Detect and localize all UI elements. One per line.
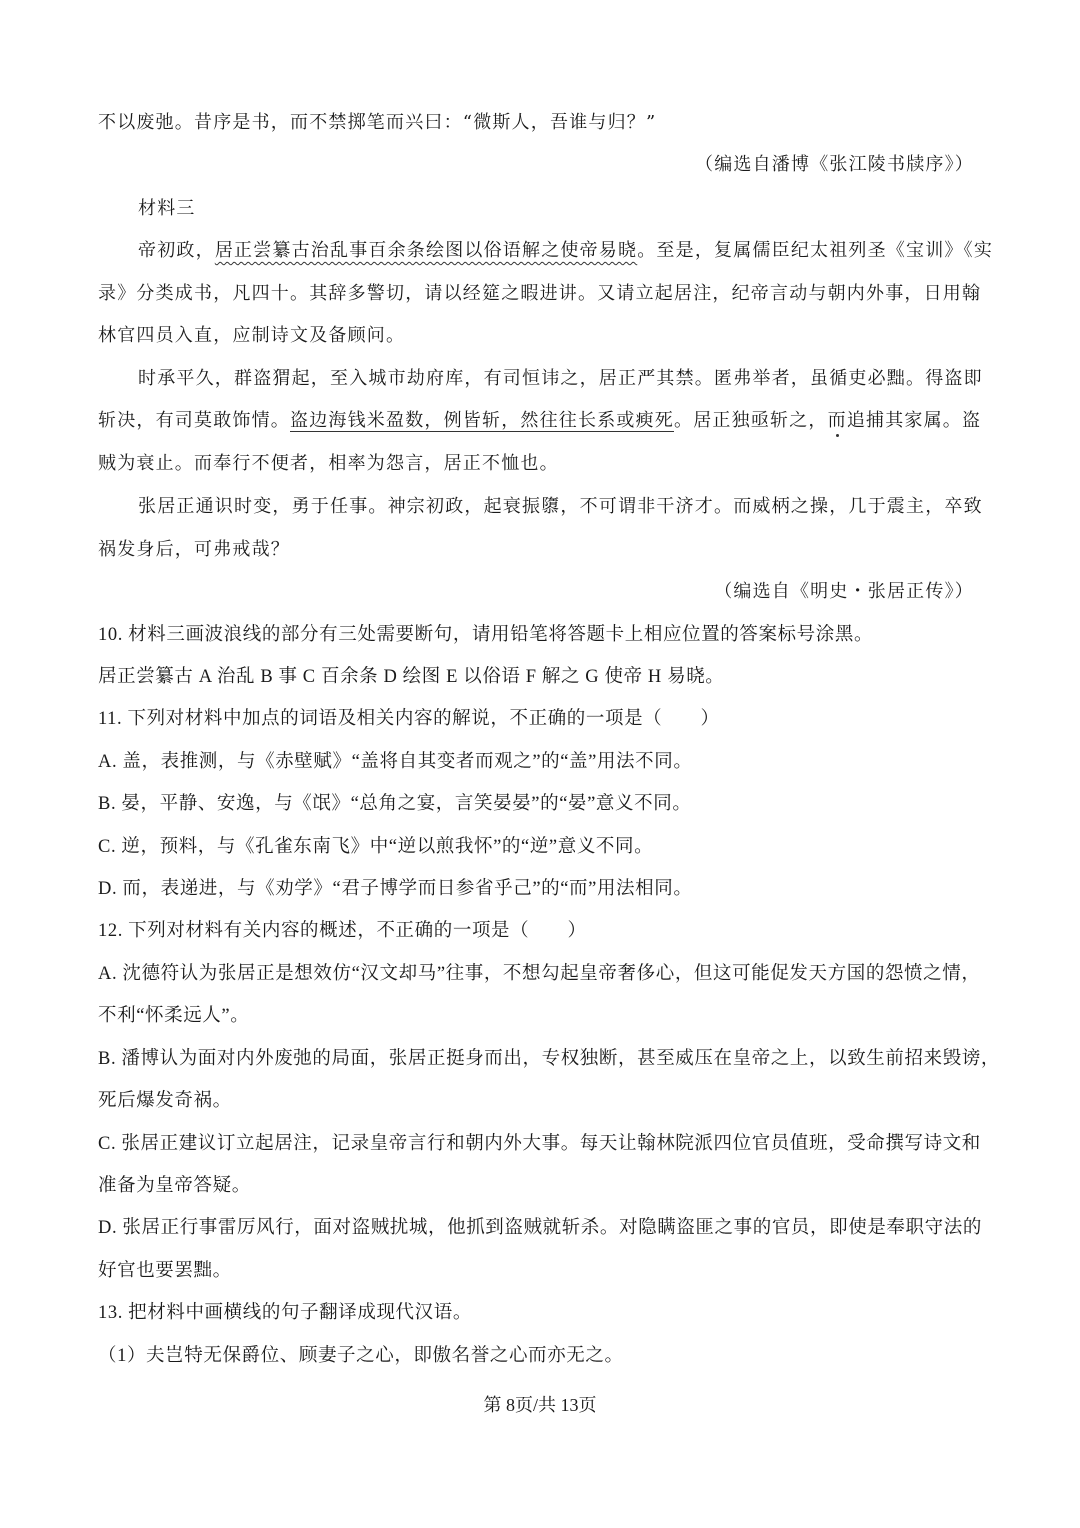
passage-line [138,238,994,264]
passage-text: 斩决，有司莫敢饰情。 [98,410,290,431]
passage-line: 时承平久，群盗猬起，至入城市劫府库，有司恒讳之，居正严其禁。匿弗举者，虽循吏必黜。得盗即 [138,368,983,389]
page-number: 第 8页/共 13页 [483,1395,597,1415]
passage-line: 贼为衰止。而奉行不便者，相率为怨言，居正不恤也。 [98,453,559,474]
option-b: B. 晏，平静、安逸，与《氓》“总角之宴，言笑晏晏”的“晏”意义不同。 [98,794,692,814]
question-11: 11. 下列对材料中加点的词语及相关内容的解说，不正确的一项是（ ） [98,709,720,729]
passage-line: 张居正通识时变，勇于任事。神宗初政，起衰振隳，不可谓非干济才。而威柄之操，几于震主，卒致 [138,496,983,517]
passage-text: 追捕其家属。盗 [846,410,982,431]
question-13: 13. 把材料中画横线的句子翻译成现代汉语。 [98,1303,472,1323]
passage-text: 。居正独亟斩之， [674,410,828,431]
source-citation: （编选自《明史・张居正传》） [714,581,974,602]
passage-text: 。至是，复属儒臣纪太祖列圣《宝训》《实 [637,240,994,261]
source-citation: （编选自潘博《张江陵书牍序》） [695,154,974,175]
option-b: B. 潘博认为面对内外废弛的局面，张居正挺身而出，专权独断，甚至威压在皇帝之上，以致生前招来毁谤， [98,1049,1000,1069]
passage-line [98,408,982,434]
dotted-word: 而 [827,410,847,431]
passage-line: 林官四员入直，应制诗文及备顾问。 [98,325,406,346]
option-d: D. 而，表递进，与《劝学》“君子博学而日参省乎己”的“而”用法相同。 [98,879,693,899]
option-c: C. 张居正建议订立起居注，记录皇帝言行和朝内外大事。每天让翰林院派四位官员值班，受命撰写诗文和 [98,1134,981,1154]
passage-text: 帝初政， [138,240,215,261]
question-10: 10. 材料三画波浪线的部分有三处需要断句，请用铅笔将答题卡上相应位置的答案标号涂黑。 [98,625,874,645]
question-13-part-1: （1）夫岂特无保爵位、顾妻子之心，即傲名誉之心而亦无之。 [98,1346,624,1366]
material-heading: 材料三 [138,198,196,219]
passage-line: 录》分类成书，凡四十。其辞多警切，请以经筵之暇进讲。又请立起居注，纪帝言动与朝内外事，日用翰 [98,283,982,304]
option-a: A. 盖，表推测，与《赤壁赋》“盖将自其变者而观之”的“盖”用法不同。 [98,752,693,772]
option-b-continued: 死后爆发奇祸。 [98,1091,232,1111]
option-a: A. 沈德符认为张居正是想效仿“汉文却马”往事，不想勾起皇帝奢侈心，但这可能促发天方国的怨愤之情， [98,964,981,984]
option-c-continued: 准备为皇帝答疑。 [98,1176,251,1196]
question-12: 12. 下列对材料有关内容的概述，不正确的一项是（ ） [98,921,587,941]
wavy-underlined-sentence: 居正尝纂古治乱事百余条绘图以俗语解之使帝易晓 [214,240,638,261]
option-d-continued: 好官也要罢黜。 [98,1261,232,1281]
passage-line: 不以废弛。昔序是书，而不禁掷笔而兴曰：“微斯人，吾谁与归？” [98,112,657,133]
question-10-options: 居正尝纂古 A 治乱 B 事 C 百余条 D 绘图 E 以俗语 F 解之 G 使帝 H 易晓。 [98,667,725,687]
option-a-continued: 不利“怀柔远人”。 [98,1006,250,1026]
option-d: D. 张居正行事雷厉风行，面对盗贼扰城，他抓到盗贼就斩杀。对隐瞒盗匪之事的官员，即使是奉职守法的 [98,1218,982,1238]
underlined-sentence: 盗边海钱米盈数，例皆斩，然往往长系或瘐死 [290,410,674,431]
option-c: C. 逆，预料，与《孔雀东南飞》中“逆以煎我怀”的“逆”意义不同。 [98,837,654,857]
passage-line: 祸发身后，可弗戒哉？ [98,539,290,560]
